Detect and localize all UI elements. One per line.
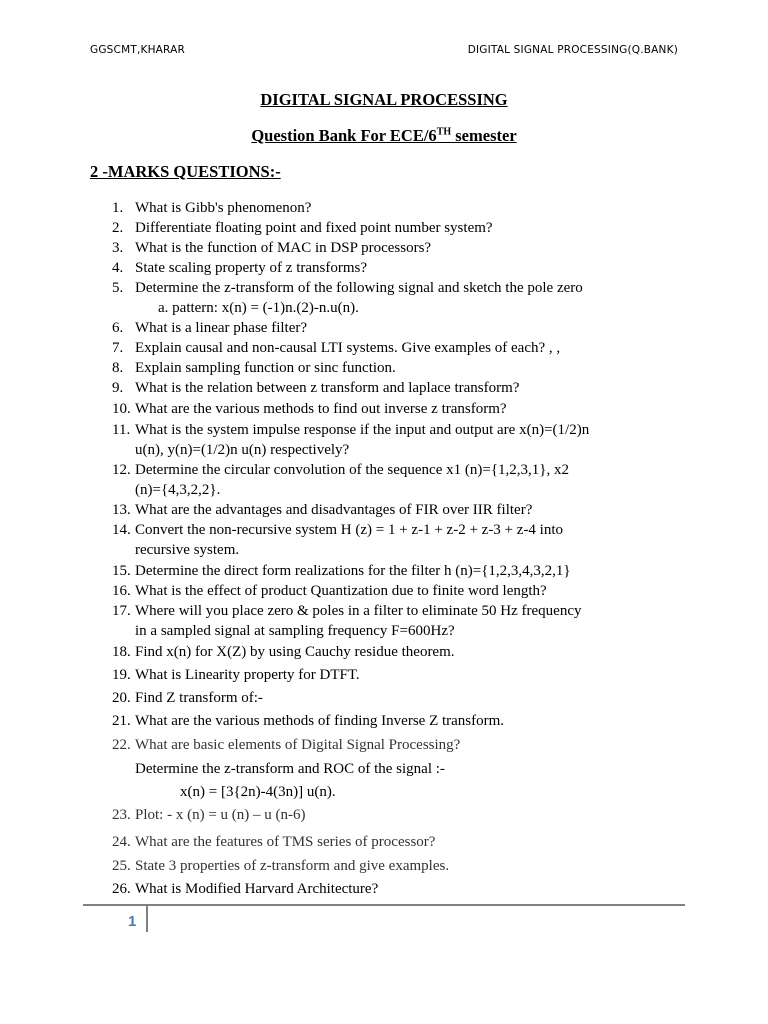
document-subtitle: Question Bank For ECE/6TH semester [251,126,517,145]
list-item-continuation: Determine the z-transform and ROC of the signal :- [135,761,445,777]
list-item-continuation: recursive system. [135,542,240,558]
list-item-continuation: u(n), y(n)=(1/2)n u(n) respectively? [135,442,350,458]
header-right: DIGITAL SIGNAL PROCESSING(Q.BANK) [467,44,678,56]
page-number-divider [146,906,148,932]
footer-rule [83,904,685,906]
list-item-continuation: (n)={4,3,2,2}. [135,482,221,498]
page-number: 1 [128,913,137,930]
list-subitem: a. pattern: x(n) = (-1)n.(2)-n.u(n). [158,300,359,316]
header-left: GGSCMT,KHARAR [90,44,185,56]
document-title: DIGITAL SIGNAL PROCESSING [260,90,508,109]
section-heading: 2 -MARKS QUESTIONS:- [90,162,281,181]
list-item-formula: x(n) = [3{2n)-4(3n)] u(n). [180,784,336,800]
list-item-continuation: in a sampled signal at sampling frequency F=600Hz? [135,623,455,639]
